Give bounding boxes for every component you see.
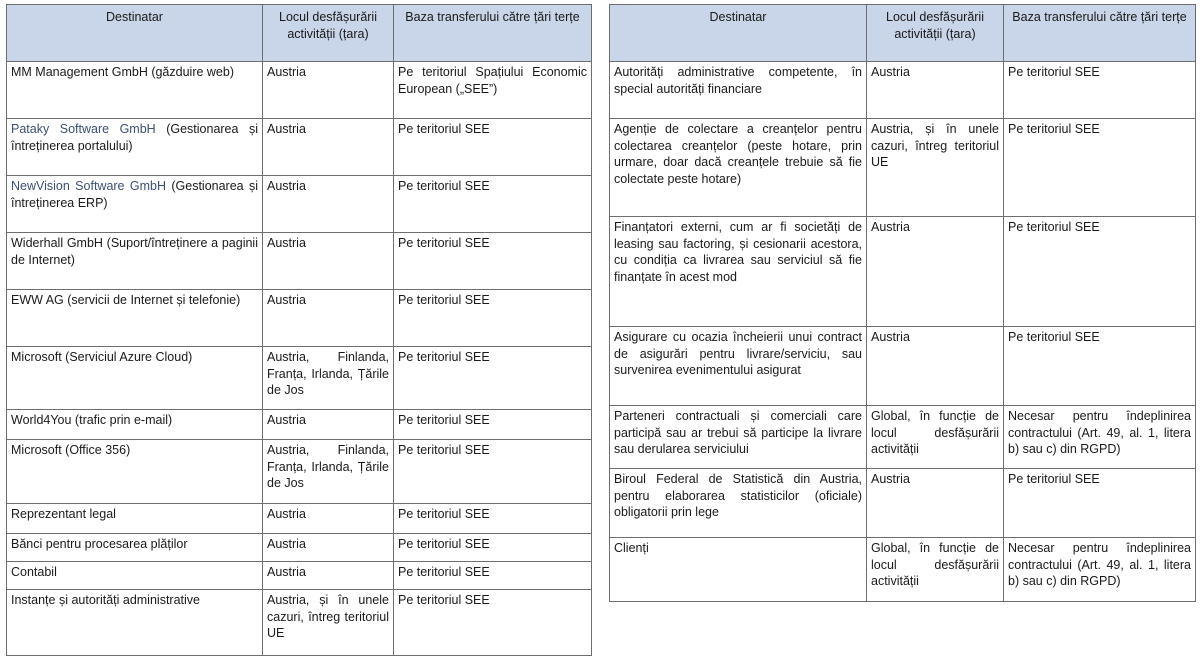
cell-destinatar: World4You (trafic prin e-mail): [7, 410, 263, 440]
table-row: [7, 534, 592, 562]
header-destinatar: Destinatar: [7, 5, 263, 62]
table-header-row: [610, 5, 1196, 62]
table-row: [7, 290, 592, 347]
cell-destinatar: [7, 176, 263, 233]
cell-baza: Pe teritoriul SEE: [394, 119, 592, 176]
cell-locul: Austria, și în unele cazuri, întreg teritoriul UE: [263, 590, 394, 656]
table-row: [7, 119, 592, 176]
cell-locul: Austria: [867, 469, 1004, 538]
cell-destinatar: Asigurare cu ocazia încheierii unui contract de asigurări pentru livrare/serviciu, sau survenirea evenimentului asigurat: [610, 327, 867, 406]
header-baza: Baza transferului către țări terțe: [1004, 5, 1196, 62]
cell-baza: Necesar pentru îndeplinirea contractului (Art. 49, al. 1, litera b) sau c) din RGPD): [1004, 538, 1196, 602]
cell-baza: Pe teritoriul SEE: [1004, 62, 1196, 119]
cell-destinatar: EWW AG (servicii de Internet și telefonie): [7, 290, 263, 347]
table-row: [7, 62, 592, 119]
table-row: [610, 217, 1196, 327]
cell-locul: Austria: [263, 410, 394, 440]
table-row: [610, 469, 1196, 538]
cell-destinatar: Biroul Federal de Statistică din Austria, pentru elaborarea statisticilor (oficiale) obligatorii prin lege: [610, 469, 867, 538]
cell-destinatar: Contabil: [7, 562, 263, 590]
right-transfer-table: [609, 4, 1196, 602]
cell-baza: Pe teritoriul SEE: [394, 233, 592, 290]
cell-baza: Pe teritoriul SEE: [1004, 469, 1196, 538]
cell-baza: Pe teritoriul SEE: [1004, 327, 1196, 406]
cell-locul: Austria: [263, 534, 394, 562]
cell-locul: Austria: [263, 233, 394, 290]
cell-baza: Pe teritoriul SEE: [394, 410, 592, 440]
table-row: [610, 406, 1196, 469]
cell-baza: Pe teritoriul SEE: [394, 504, 592, 534]
cell-locul: Austria: [263, 119, 394, 176]
table-row: [7, 347, 592, 410]
cell-locul: Austria: [867, 62, 1004, 119]
cell-baza: Pe teritoriul SEE: [1004, 119, 1196, 217]
cell-destinatar: Clienți: [610, 538, 867, 602]
cell-locul: Austria: [263, 176, 394, 233]
cell-locul: Global, în funcție de locul desfășurării activității: [867, 406, 1004, 469]
cell-baza: Pe teritoriul SEE: [394, 590, 592, 656]
table-row: [7, 233, 592, 290]
cell-locul: Austria: [263, 290, 394, 347]
cell-destinatar: Microsoft (Serviciul Azure Cloud): [7, 347, 263, 410]
cell-baza: Necesar pentru îndeplinirea contractului (Art. 49, al. 1, litera b) sau c) din RGPD): [1004, 406, 1196, 469]
table-header-row: [7, 5, 592, 62]
cell-destinatar: Widerhall GmbH (Suport/întreținere a paginii de Internet): [7, 233, 263, 290]
cell-baza: Pe teritoriul SEE: [1004, 217, 1196, 327]
left-transfer-table: [6, 4, 592, 656]
cell-locul: Austria: [867, 217, 1004, 327]
header-locul: Locul desfășurării activității (țara): [263, 5, 394, 62]
table-row: [610, 119, 1196, 217]
table-row: [610, 538, 1196, 602]
cell-locul: Austria, și în unele cazuri, întreg teritoriul UE: [867, 119, 1004, 217]
cell-locul: Austria: [263, 62, 394, 119]
header-baza: Baza transferului către țări terțe: [394, 5, 592, 62]
cell-baza: Pe teritoriul SEE: [394, 440, 592, 504]
cell-baza: Pe teritoriul SEE: [394, 347, 592, 410]
table-row: [7, 504, 592, 534]
cell-locul: Global, în funcție de locul desfășurării activității: [867, 538, 1004, 602]
cell-destinatar: Reprezentant legal: [7, 504, 263, 534]
company-role: (Gestionarea și întreținerea portalului): [11, 122, 258, 153]
cell-locul: Austria: [867, 327, 1004, 406]
cell-destinatar: Finanțatori externi, cum ar fi societăți de leasing sau factoring, și cesionarii acestora, cu condiția ca livrarea sau serviciul să fie finanțate în acest mod: [610, 217, 867, 327]
cell-baza: Pe teritoriul SEE: [394, 176, 592, 233]
table-row: [610, 62, 1196, 119]
cell-locul: Austria: [263, 562, 394, 590]
company-name: NewVision Software GmbH: [11, 179, 166, 193]
cell-baza: Pe teritoriul SEE: [394, 562, 592, 590]
table-row: [7, 440, 592, 504]
cell-destinatar: Autorități administrative competente, în special autorități financiare: [610, 62, 867, 119]
company-name: Pataky Software GmbH: [11, 122, 156, 136]
header-destinatar: Destinatar: [610, 5, 867, 62]
header-locul: Locul desfășurării activității (țara): [867, 5, 1004, 62]
cell-locul: Austria, Finlanda, Franța, Irlanda, Țările de Jos: [263, 347, 394, 410]
cell-destinatar: Bănci pentru procesarea plăților: [7, 534, 263, 562]
table-row: [7, 562, 592, 590]
cell-baza: Pe teritoriul Spațiului Economic European („SEE”): [394, 62, 592, 119]
table-row: [7, 410, 592, 440]
company-role: (Gestionarea și întreținerea ERP): [11, 179, 259, 210]
cell-destinatar: Instanțe și autorități administrative: [7, 590, 263, 656]
table-row: [7, 176, 592, 233]
cell-locul: Austria, Finlanda, Franța, Irlanda, Țările de Jos: [263, 440, 394, 504]
cell-destinatar: [7, 119, 263, 176]
cell-destinatar: Microsoft (Office 356): [7, 440, 263, 504]
cell-locul: Austria: [263, 504, 394, 534]
cell-baza: Pe teritoriul SEE: [394, 534, 592, 562]
cell-destinatar: Parteneri contractuali și comerciali care participă sau ar trebui să participe la livrare sau derularea serviciului: [610, 406, 867, 469]
table-row: [7, 590, 592, 656]
cell-baza: Pe teritoriul SEE: [394, 290, 592, 347]
cell-destinatar: MM Management GmbH (găzduire web): [7, 62, 263, 119]
table-row: [610, 327, 1196, 406]
cell-destinatar: Agenție de colectare a creanțelor pentru colectarea creanțelor (peste hotare, prin urmare, doar dacă creanțele trebuie să fie colectate peste hotare): [610, 119, 867, 217]
